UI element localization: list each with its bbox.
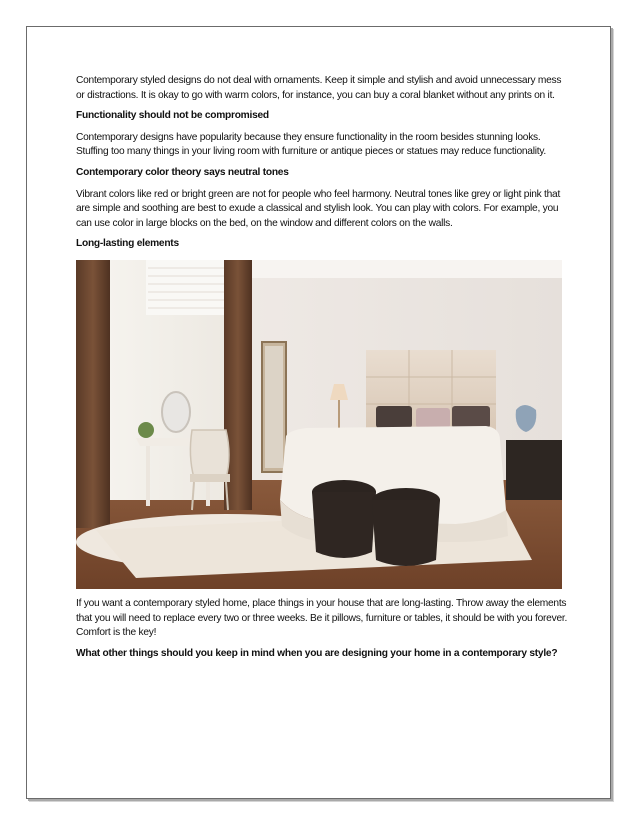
- paragraph-long-lasting: If you want a contemporary styled home, place things in your house that are long-lasting. Throw away the elements that you will need to replace every two or three weeks. Be it pillows, furniture or tables, it should be with you forever. Comfort is the key!: [76, 597, 568, 639]
- paragraph-functionality: Contemporary designs have popularity because they ensure functionality in the room besides stunning looks. Stuffing too many things in your living room with furniture or antique pieces or statues may reduce functionality.: [76, 131, 546, 158]
- heading-functionality: Functionality should not be compromised: [76, 110, 269, 122]
- document-page: [26, 26, 611, 799]
- bedroom-photo: [76, 260, 562, 589]
- paragraph-color-theory: Vibrant colors like red or bright green are not for people who feel harmony. Neutral tones like grey or light pink that are simple and soothing are best to exude a classical and stylish look. You can play with colors. For example, you can use color in large blocks on the bed, on the window and different colors on the walls.: [76, 188, 561, 229]
- bedroom-illustration: [76, 260, 562, 589]
- heading-other-things: What other things should you keep in mind when you are designing your home in a contemporary style?: [76, 647, 558, 659]
- document-body: [76, 74, 569, 668]
- heading-long-lasting: Long-lasting elements: [76, 238, 179, 250]
- heading-color-theory: Contemporary color theory says neutral tones: [76, 166, 289, 178]
- paragraph-intro: Contemporary styled designs do not deal with ornaments. Keep it simple and stylish and avoid unnecessary mess or distractions. It is okay to go with warm colors, for instance, you can buy a coral blanket without any prints on it.: [76, 75, 562, 101]
